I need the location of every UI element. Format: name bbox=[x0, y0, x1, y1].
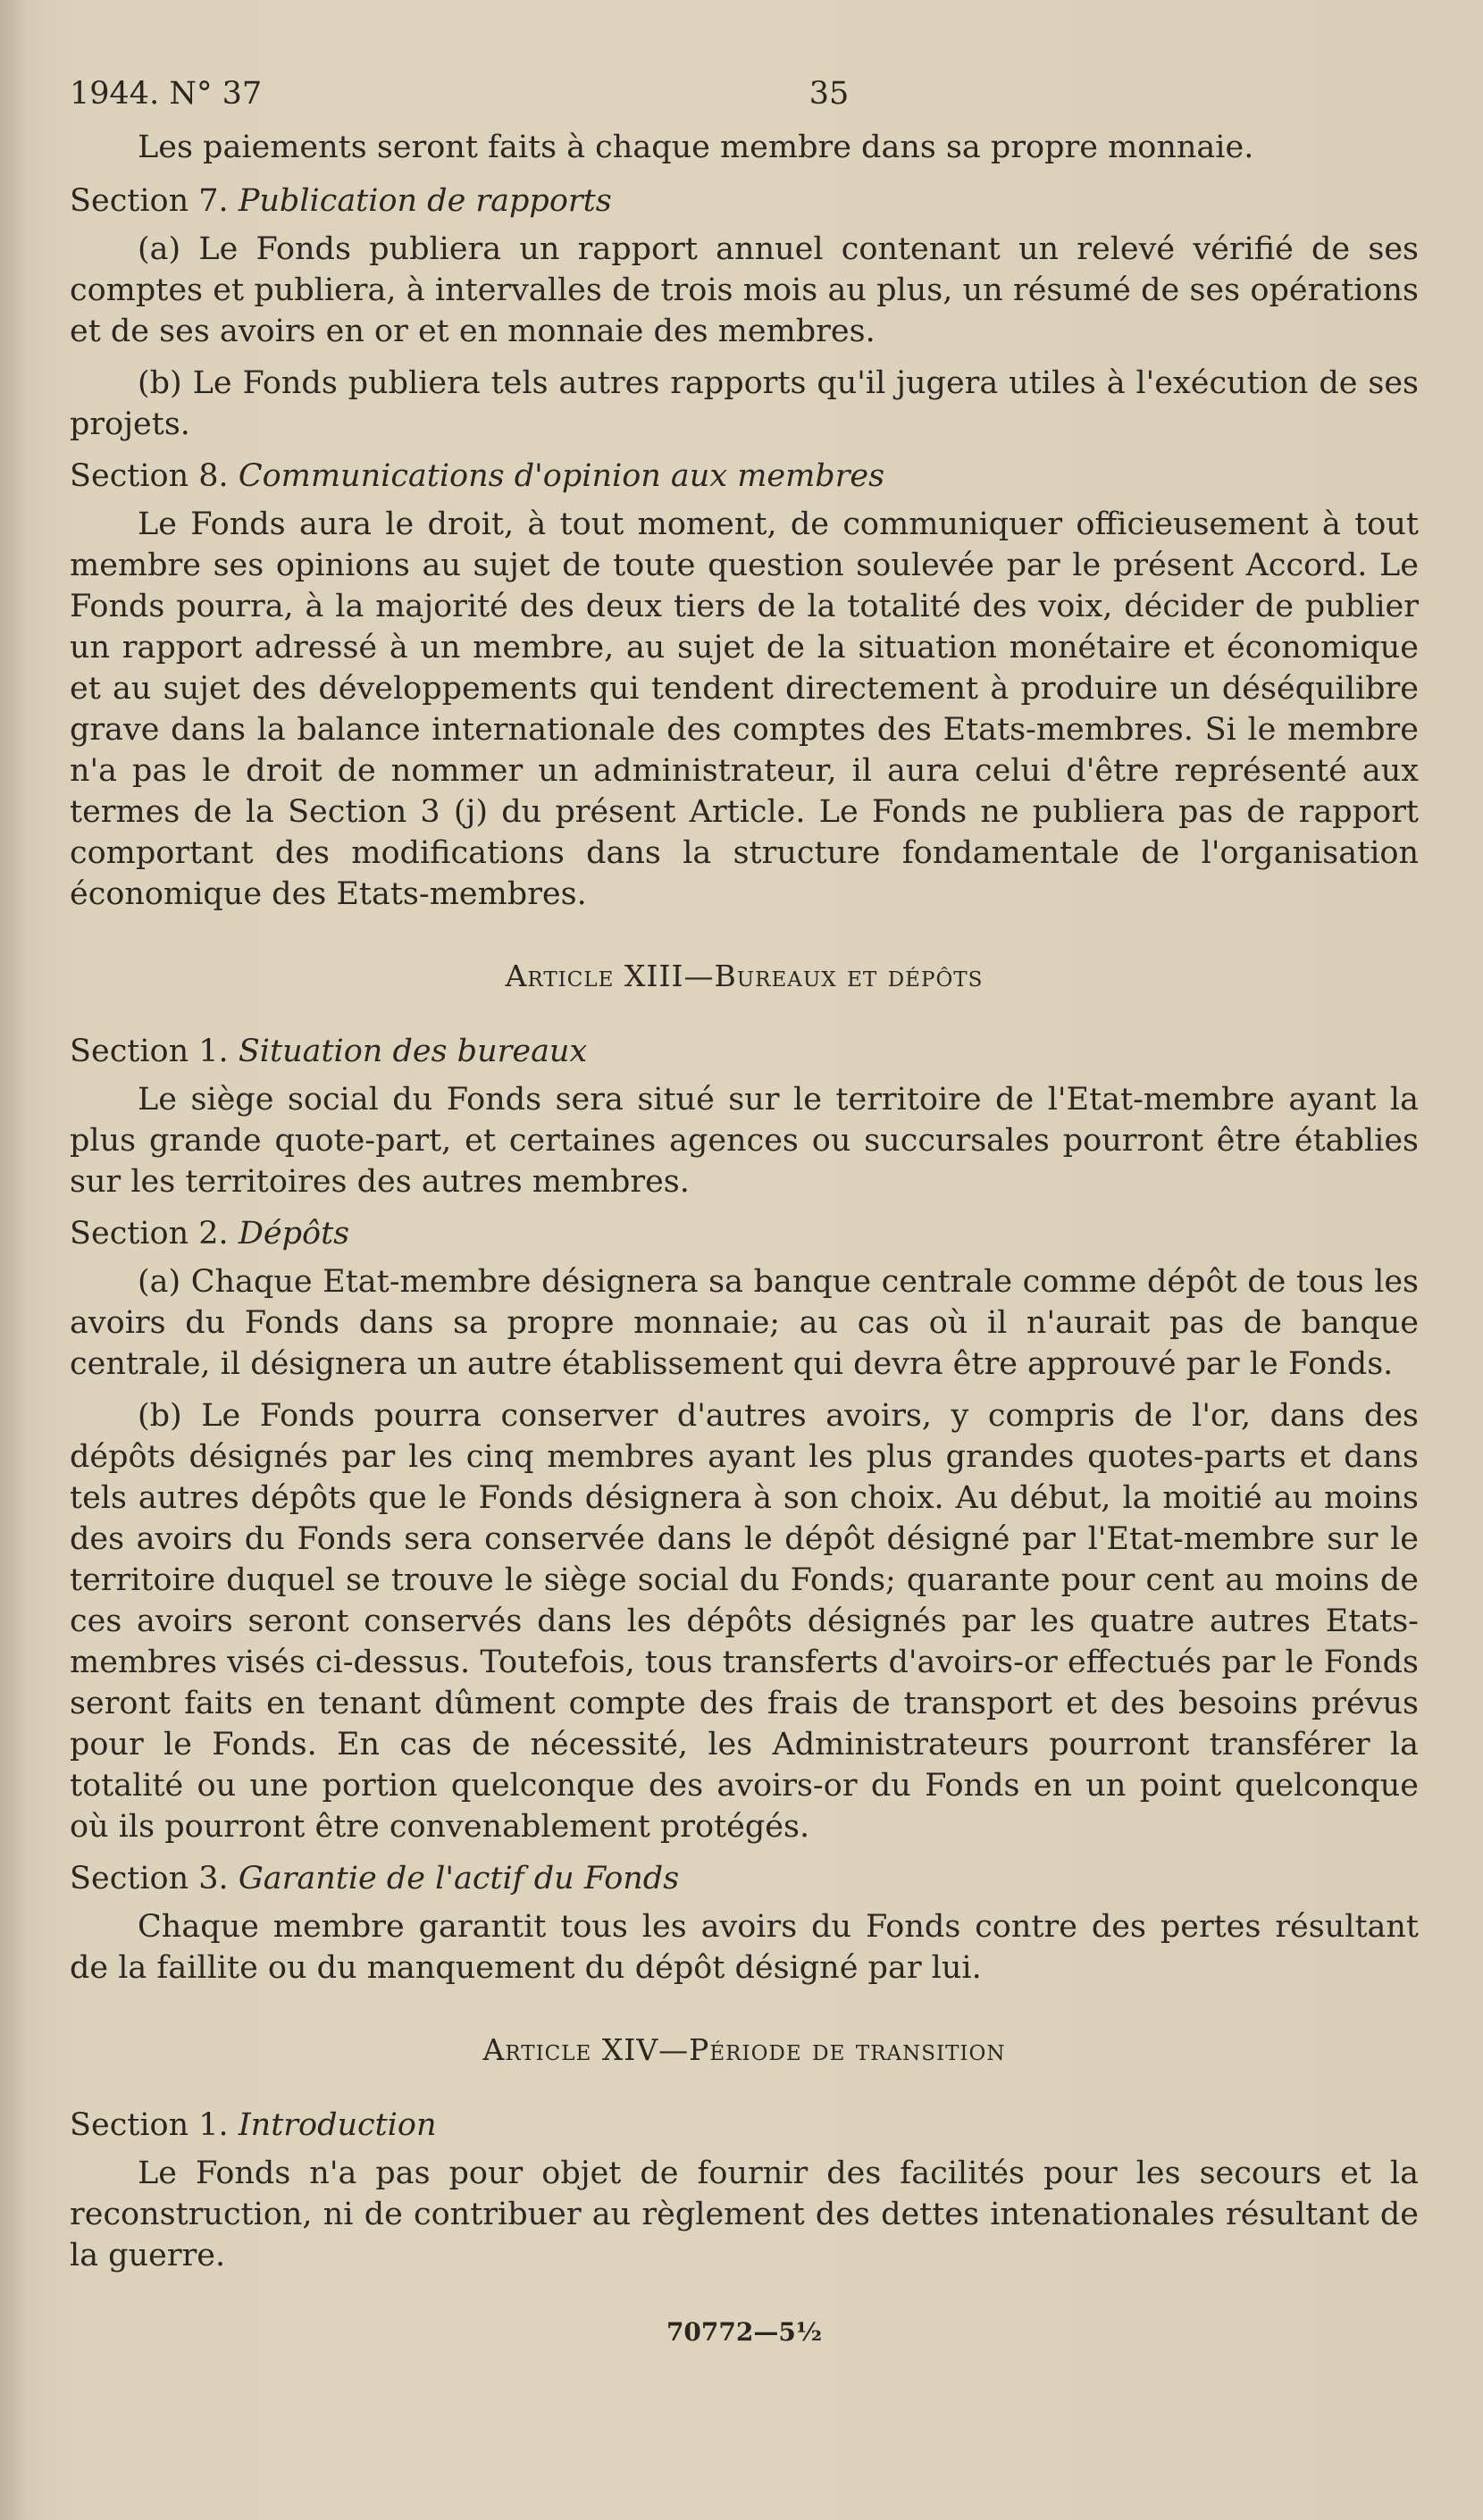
section-title: Introduction bbox=[238, 2107, 437, 2143]
section-title: Garantie de l'actif du Fonds bbox=[238, 1861, 680, 1896]
article-13-title: Article XIII—Bureaux et dépôts bbox=[505, 959, 984, 993]
section-8-heading bbox=[70, 456, 1419, 497]
section-title: Communications d'opinion aux membres bbox=[238, 458, 885, 494]
section-8-paragraph: Le Fonds aura le droit, à tout moment, de communiquer officieusement à tout membre ses opinions au sujet de toute question soulevée par le présent Accord. Le Fonds pourra, à la majorité des deux tiers de la totalité des voix, décider de publier un rapport adressé à un membre, au sujet de la situation monétaire et économique et au sujet des développements qui tendent directement à produire un déséquilibre grave dans la balance internationale des comptes des Etats-membres. Si le membre n'a pas le droit de nommer un administrateur, il aura celui d'être représenté aux termes de la Section 3 (j) du présent Article. Le Fonds ne publiera pas de rapport comportant des modifications dans la structure fondamentale de l'organisation économique des Etats-membres. bbox=[70, 507, 1419, 912]
art13-section-2-paragraph-b: (b) Le Fonds pourra conserver d'autres avoirs, y compris de l'or, dans des dépôts désignés par les cinq membres ayant les plus grandes quotes-parts et dans tels autres dépôts que le Fonds désignera à son choix. Au début, la moitié au moins des avoirs du Fonds sera conservée dans le dépôt désigné par l'Etat-membre sur le territoire duquel se trouve le siège social du Fonds; quarante pour cent au moins de ces avoirs seront conservés dans les dépôts désignés par les quatre autres Etats-membres visés ci-dessus. Toutefois, tous transferts d'avoirs-or effectués par le Fonds seront faits en tenant dûment compte des frais de transport et des besoins prévus pour le Fonds. En cas de nécessité, les Administrateurs pourront transférer la totalité ou une portion quelconque des avoirs-or du Fonds en un point quelconque où ils pourront être convenablement protégés. bbox=[70, 1398, 1419, 1845]
section-label: Section 3. bbox=[70, 1861, 229, 1896]
art13-section-3-heading bbox=[70, 1858, 1419, 1899]
header-reference: 1944. N° 37 bbox=[70, 76, 263, 112]
section-label: Section 8. bbox=[70, 458, 229, 494]
section-title: Publication de rapports bbox=[238, 183, 612, 219]
page-binding-shadow bbox=[0, 0, 27, 2520]
art13-section-1-paragraph: Le siège social du Fonds sera situé sur le territoire de l'Etat-membre ayant la plus grande quote-part, et certaines agences ou succursales pourront être établies sur les territoires des autres membres. bbox=[70, 1082, 1419, 1200]
section-title: Dépôts bbox=[238, 1216, 350, 1252]
article-14-title: Article XIV—Période de transition bbox=[482, 2032, 1006, 2067]
intro-paragraph: Les paiements seront faits à chaque membre dans sa propre monnaie. bbox=[138, 130, 1254, 165]
page-number: 35 bbox=[809, 76, 850, 112]
section-label: Section 1. bbox=[70, 2107, 229, 2143]
section-label: Section 7. bbox=[70, 183, 229, 219]
art13-section-2-paragraph-a: (a) Chaque Etat-membre désignera sa banque centrale comme dépôt de tous les avoirs du Fonds dans sa propre monnaie; au cas où il n'aurait pas de banque centrale, il désignera un autre établissement qui devra être approuvé par le Fonds. bbox=[70, 1264, 1419, 1382]
page-text bbox=[70, 73, 1419, 2353]
art13-section-3-paragraph: Chaque membre garantit tous les avoirs du Fonds contre des pertes résultant de la faillite ou du manquement du dépôt désigné par lui. bbox=[70, 1909, 1419, 1986]
art14-section-1-heading bbox=[70, 2105, 1419, 2146]
art13-section-1-heading bbox=[70, 1031, 1419, 1072]
print-code: 70772—5½ bbox=[666, 2317, 823, 2347]
section-7-paragraph-a: (a) Le Fonds publiera un rapport annuel contenant un relevé vérifié de ses comptes et publiera, à intervalles de trois mois au plus, un résumé de ses opérations et de ses avoirs en or et en monnaie des membres. bbox=[70, 231, 1419, 349]
section-title: Situation des bureaux bbox=[238, 1034, 588, 1069]
art14-section-1-paragraph: Le Fonds n'a pas pour objet de fournir des facilités pour les secours et la reconstruction, ni de contribuer au règlement des dettes intenationales résultant de la guerre. bbox=[70, 2156, 1419, 2273]
art13-section-2-heading bbox=[70, 1213, 1419, 1254]
section-label: Section 2. bbox=[70, 1216, 229, 1252]
section-7-paragraph-b: (b) Le Fonds publiera tels autres rapports qu'il jugera utiles à l'exécution de ses projets. bbox=[70, 365, 1419, 442]
section-7-heading bbox=[70, 180, 1419, 222]
page-header bbox=[70, 73, 1419, 114]
section-label: Section 1. bbox=[70, 1034, 229, 1069]
